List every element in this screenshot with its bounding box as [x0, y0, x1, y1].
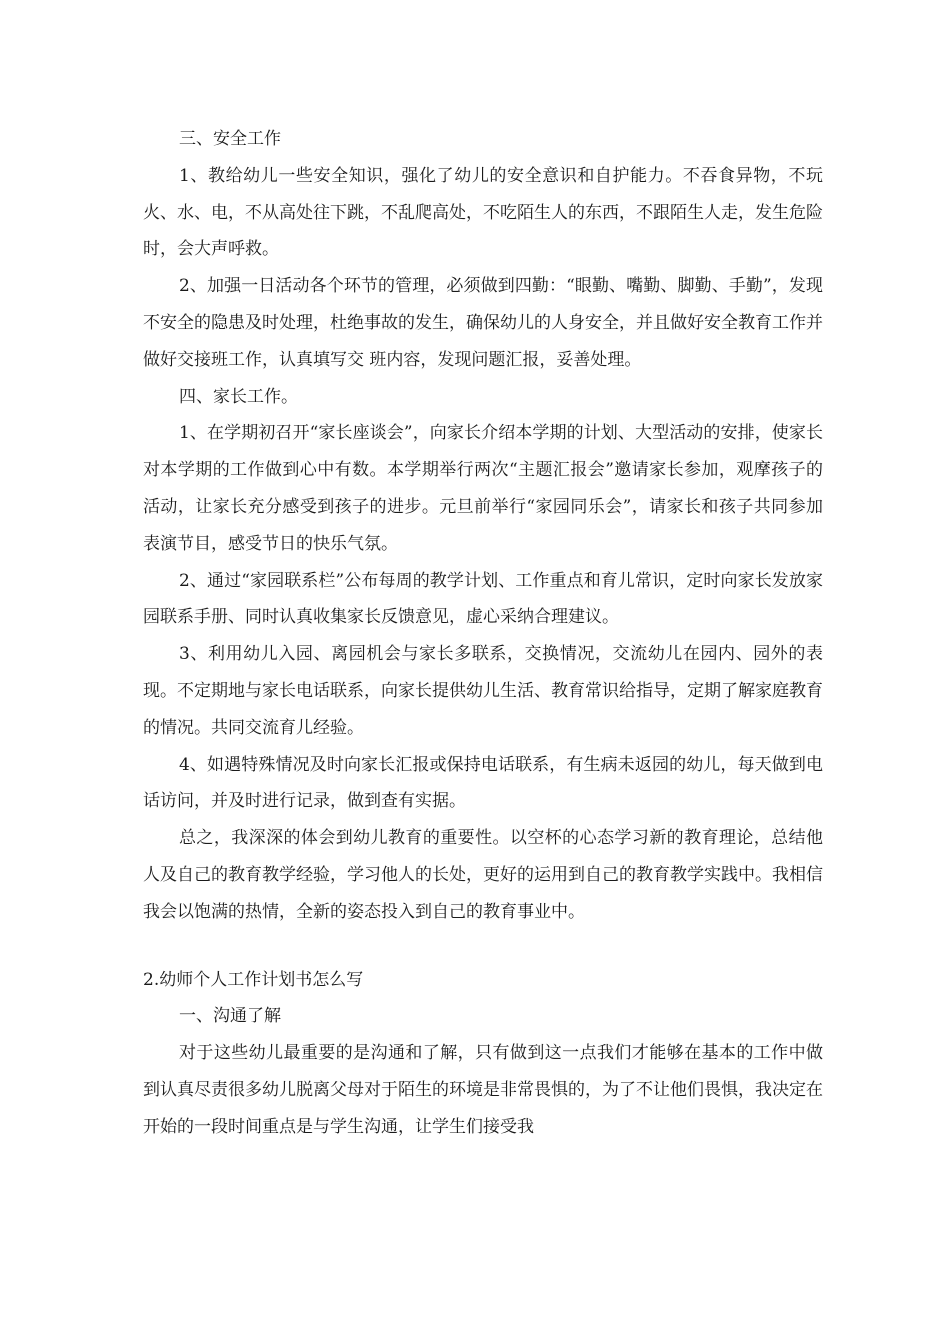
paragraph-parents-3: 3、利用幼儿入园、离园机会与家长多联系，交换情况，交流幼儿在园内、园外的表现。不定期地与家长电话联系，向家长提供幼儿生活、教育常识给指导，定期了解家庭教育的情况。共同交流育儿经验。 — [143, 644, 823, 738]
paragraph-parents-2: 2、通过“家园联系栏”公布每周的教学计划、工作重点和育儿常识，定时向家长发放家园联系手册、同时认真收集家长反馈意见，虚心采纳合理建议。 — [143, 570, 823, 628]
paragraph-safety-2: 2、加强一日活动各个环节的管理，必须做到四勤：“眼勤、嘴勤、脚勤、手勤”，发现不安全的隐患及时处理，杜绝事故的发生，确保幼儿的人身安全，并且做好安全教育工作并做好交接班工作，认真填写交 班内容，发现问题汇报，妥善处理。 — [143, 276, 823, 370]
document-title: 2.幼师个人工作计划书怎么写 — [143, 969, 364, 990]
paragraph-communication-1: 对于这些幼儿最重要的是沟通和了解，只有做到这一点我们才能够在基本的工作中做到认真尽责很多幼儿脱离父母对于陌生的环境是非常畏惧的，为了不让他们畏惧，我决定在开始的一段时间重点是与学生沟通，让学生们接受我 — [143, 1043, 823, 1137]
document-page — [143, 121, 823, 1146]
paragraph-parents-4: 4、如遇特殊情况及时向家长汇报或保持电话联系，有生病未返园的幼儿，每天做到电话访问，并及时进行记录，做到查有实据。 — [143, 754, 823, 812]
section-heading-communication: 一、沟通了解 — [179, 1006, 281, 1027]
paragraph-parents-1: 1、在学期初召开“家长座谈会”，向家长介绍本学期的计划、大型活动的安排，使家长对本学期的工作做到心中有数。本学期举行两次“主题汇报会”邀请家长参加，观摩孩子的活动，让家长充分感受到孩子的进步。元旦前举行“家园同乐会”，请家长和孩子共同参加表演节目，感受节日的快乐气氛。 — [143, 423, 823, 554]
section-heading-parents: 四、家长工作。 — [179, 386, 298, 407]
paragraph-summary: 总之，我深深的体会到幼儿教育的重要性。以空杯的心态学习新的教育理论，总结他人及自己的教育教学经验，学习他人的长处，更好的运用到自己的教育教学实践中。我相信我会以饱满的热情，全新的姿态投入到自己的教育事业中。 — [143, 828, 823, 922]
paragraph-safety-1: 1、教给幼儿一些安全知识，强化了幼儿的安全意识和自护能力。不吞食异物，不玩火、水、电，不从高处往下跳，不乱爬高处，不吃陌生人的东西，不跟陌生人走，发生危险时，会大声呼救。 — [143, 165, 823, 260]
section-spacer — [143, 931, 823, 962]
section-heading-safety: 三、安全工作 — [179, 129, 281, 149]
